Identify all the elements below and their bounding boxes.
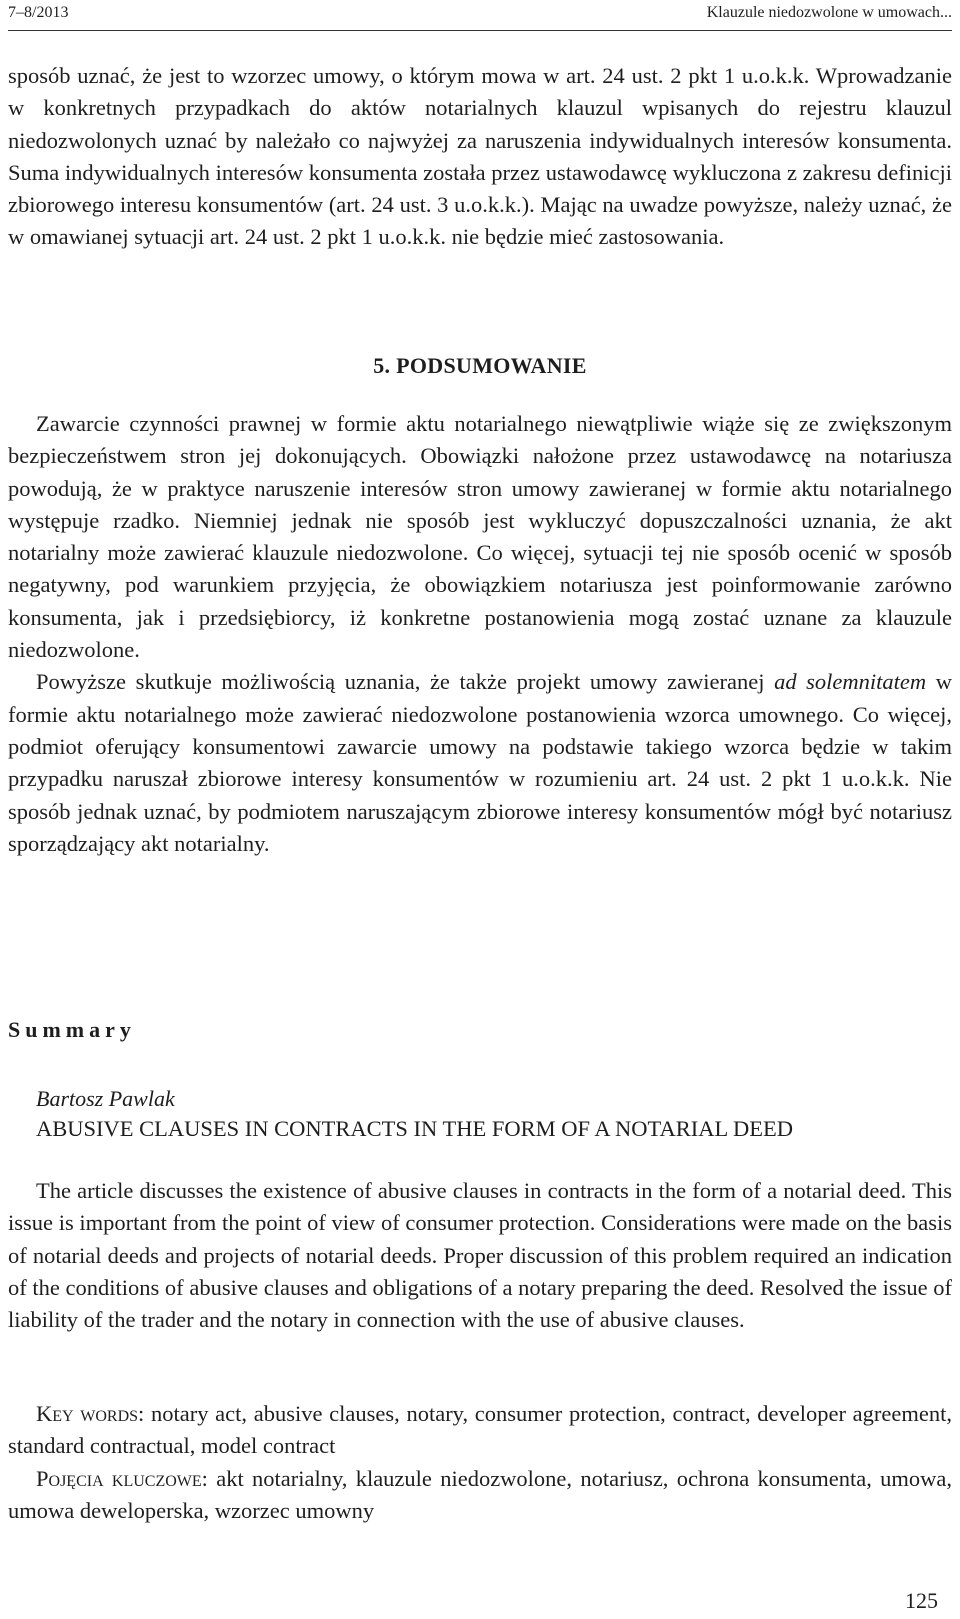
- keywords-block: [8, 1398, 952, 1527]
- section-heading: 5. PODSUMOWANIE: [373, 353, 587, 378]
- page-number: 125: [905, 1588, 938, 1613]
- journal-issue: 7–8/2013: [8, 4, 69, 21]
- keywords-label: Key words:: [36, 1401, 145, 1426]
- conclusion-block: [8, 408, 952, 860]
- keywords-pl: [8, 1463, 952, 1528]
- abstract-paragraph: The article discusses the existence of abusive clauses in contracts in the form of a notarial deed. This issue is important from the point of view of consumer protection. Considerations were made on the basis of notarial deeds and projects of notarial deeds. Proper discussion of this problem required an indication of the conditions of abusive clauses and obligations of a notary preparing the deed. Resolved the issue of liability of the trader and the notary in connection with the use of abusive clauses.: [8, 1178, 952, 1333]
- pojecia-label: Pojęcia kluczowe:: [36, 1465, 208, 1491]
- keywords-en: [8, 1398, 952, 1463]
- article-short-title: Klauzule niedozwolone w umowach...: [706, 4, 952, 21]
- english-title: ABUSIVE CLAUSES IN CONTRACTS IN THE FORM OF A NOTARIAL DEED: [36, 1116, 793, 1141]
- running-header: [8, 0, 952, 31]
- paragraph-text: w formie aktu notarialnego może zawierać niedozwolone postanowienia wzorca umownego. Co więcej, podmiot oferujący konsumentowi zawarcie umowy na podstawie takiego wzorca będzie w takim przypadku naruszał zbiorowe interesy konsumentów w rozumieniu art. 24 ust. 2 pkt 1 u.o.k.k. Nie sposób jednak uznać, by podmiotem naruszającym zbiorowe interesy konsumentów mógł być notariusz sporządzający akt notarialny.: [8, 669, 953, 856]
- summary-label: Summary: [8, 1017, 136, 1042]
- paragraph-text: Powyższe skutkuje możliwością uznania, że także projekt umowy zawieranej: [36, 669, 775, 695]
- pojecia-text: akt notarialny, klauzule niedozwolone, notariusz, ochrona konsumenta, umowa, umowa deweloperska, wzorzec umowny: [8, 1465, 953, 1523]
- intro-paragraph: sposób uznać, że jest to wzorzec umowy, o którym mowa w art. 24 ust. 2 pkt 1 u.o.k.k. Wprowadzanie w konkretnych przypadkach do aktów notarialnych klauzul wpisanych do rejestru klauzul niedozwolonych uznać by należało co najwyżej za naruszenia indywidualnych interesów konsumenta. Suma indywidualnych interesów konsumenta została przez ustawodawcę wykluczona z zakresu definicji zbiorowego interesu konsumentów (art. 24 ust. 3 u.o.k.k.). Mając na uwadze powyższe, należy uznać, że w omawianej sytuacji art. 24 ust. 2 pkt 1 u.o.k.k. nie będzie mieć zastosowania.: [8, 63, 952, 250]
- keywords-text: notary act, abusive clauses, notary, consumer protection, contract, developer agreement, standard contractual, model contract: [8, 1401, 952, 1459]
- intro-paragraph-block: [8, 60, 952, 254]
- conclusion-paragraph-2: [8, 666, 952, 860]
- author-name: Bartosz Pawlak: [36, 1086, 175, 1111]
- latin-term: ad solemnitatem: [774, 669, 927, 695]
- abstract-block: [8, 1175, 952, 1336]
- conclusion-paragraph-1: Zawarcie czynności prawnej w formie aktu notarialnego niewątpliwie wiąże się ze zwiększonym bezpieczeństwem stron jej dokonujących. Obowiązki nałożone przez ustawodawcę na notariusza powodują, że w praktyce naruszenie interesów stron umowy zawieranej w formie aktu notarialnego występuje rzadko. Niemniej jednak nie sposób jest wykluczyć dopuszczalności uznania, że akt notarialny może zawierać klauzule niedozwolone. Co więcej, sytuacji tej nie sposób ocenić w sposób negatywny, pod warunkiem przyjęcia, że obowiązkiem notariusza jest poinformowanie zarówno konsumenta, jak i przedsiębiorcy, iż konkretne postanowienia mogą zostać uznane za klauzule niedozwolone.: [8, 411, 952, 663]
